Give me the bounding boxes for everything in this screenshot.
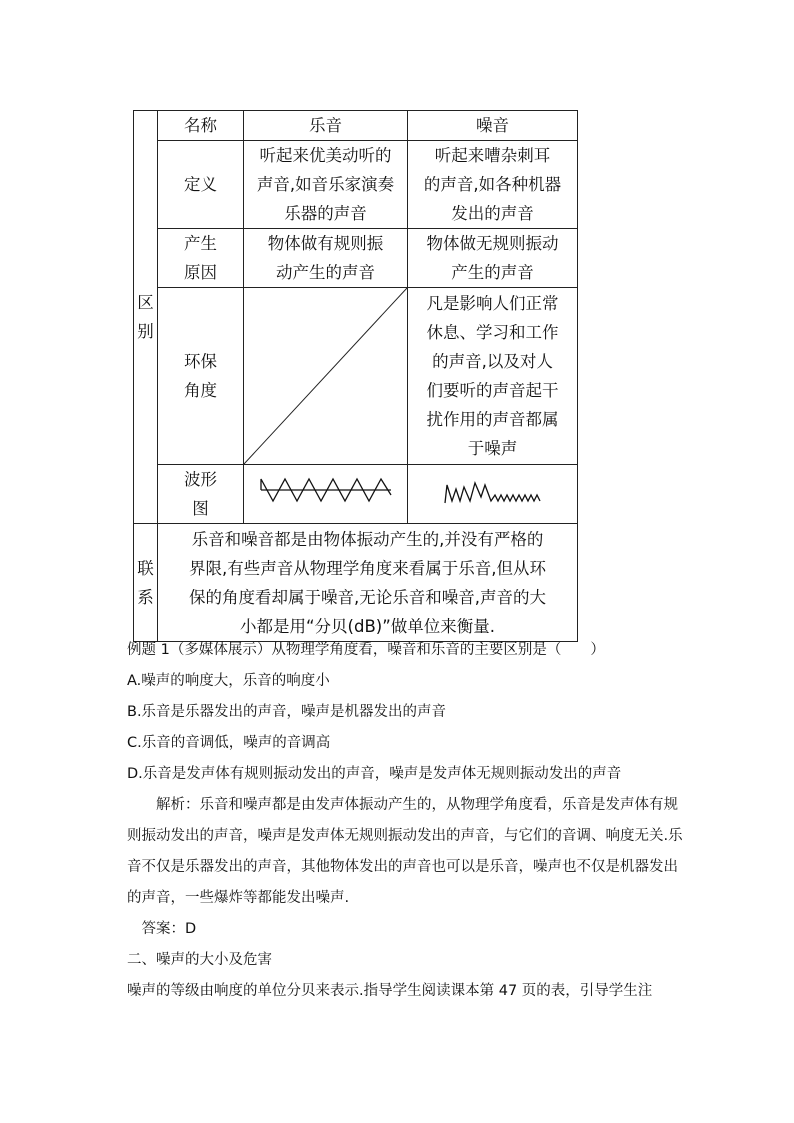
- noise-waveform-cell: [408, 465, 578, 524]
- noise-waveform-icon: [443, 475, 543, 505]
- group-label-link: 联 系: [134, 524, 158, 642]
- definition-noise: 听起来嘈杂刺耳 的声音,如各种机器 发出的声音: [408, 141, 578, 229]
- header-name: 名称: [158, 111, 244, 141]
- cause-noise: 物体做无规则振动 产生的声音: [408, 229, 578, 288]
- music-waveform-cell: [244, 465, 408, 524]
- table-header-row: [134, 111, 578, 141]
- environment-noise: 凡是影响人们正常 休息、学习和工作 的声音,以及对人 们要听的声音起干 扰作用的声音都属 于噪声: [408, 288, 578, 465]
- analysis-line-2: 则振动发出的声音，噪声是发声体无规则振动发出的声音，与它们的音调、响度无关.乐: [127, 828, 683, 844]
- definition-music: 听起来优美动听的 声音,如音乐家演奏 乐器的声音: [244, 141, 408, 229]
- table-row-definition: [134, 141, 578, 229]
- row-label-waveform: 波形 图: [158, 465, 244, 524]
- question-block: [127, 635, 712, 1007]
- option-c: C.乐音的音调低，噪声的音调高: [127, 735, 331, 751]
- group-label-diff: 区 别: [134, 111, 158, 524]
- link-text: 乐音和噪音都是由物体振动产生的,并没有严格的 界限,有些声音从物理学角度来看属于乐音,但从环 保的角度看却属于噪音,无论乐音和噪音,声音的大 小都是用“分贝(dB)”做单位来衡量.: [158, 524, 578, 642]
- question-stem: 例题 1（多媒体展示）从物理学角度看，噪音和乐音的主要区别是（ ）: [127, 642, 605, 658]
- section-text: 噪声的等级由响度的单位分贝来表示.指导学生阅读课本第 47 页的表，引导学生注: [127, 983, 653, 999]
- section-heading: 二、噪声的大小及危害: [127, 952, 272, 968]
- analysis-line-4: 的声音，一些爆炸等都能发出噪声.: [127, 890, 350, 906]
- music-waveform-icon: [259, 475, 393, 505]
- row-label-cause: 产生 原因: [158, 229, 244, 288]
- analysis-line-1: 解析：乐音和噪声都是由发声体振动产生的，从物理学角度看，乐音是发声体有规: [156, 797, 678, 813]
- comparison-table: [133, 110, 578, 642]
- header-noise: 噪音: [408, 111, 578, 141]
- answer-line: 答案：D: [141, 921, 197, 937]
- table-row-cause: [134, 229, 578, 288]
- option-a: A.噪声的响度大，乐音的响度小: [127, 673, 330, 689]
- analysis-line-3: 音不仅是乐器发出的声音，其他物体发出的声音也可以是乐音，噪声也不仅是机器发出: [127, 859, 678, 875]
- option-d: D.乐音是发声体有规则振动发出的声音，噪声是发声体无规则振动发出的声音: [127, 766, 622, 782]
- table-row-link: [134, 524, 578, 642]
- header-music: 乐音: [244, 111, 408, 141]
- option-b: B.乐音是乐器发出的声音，噪声是机器发出的声音: [127, 704, 447, 720]
- table-row-environment: [134, 288, 578, 465]
- environment-music-empty: [244, 288, 408, 465]
- diagonal-line: [244, 288, 407, 464]
- row-label-environment: 环保 角度: [158, 288, 244, 465]
- row-label-definition: 定义: [158, 141, 244, 229]
- cause-music: 物体做有规则振 动产生的声音: [244, 229, 408, 288]
- table-row-waveform: [134, 465, 578, 524]
